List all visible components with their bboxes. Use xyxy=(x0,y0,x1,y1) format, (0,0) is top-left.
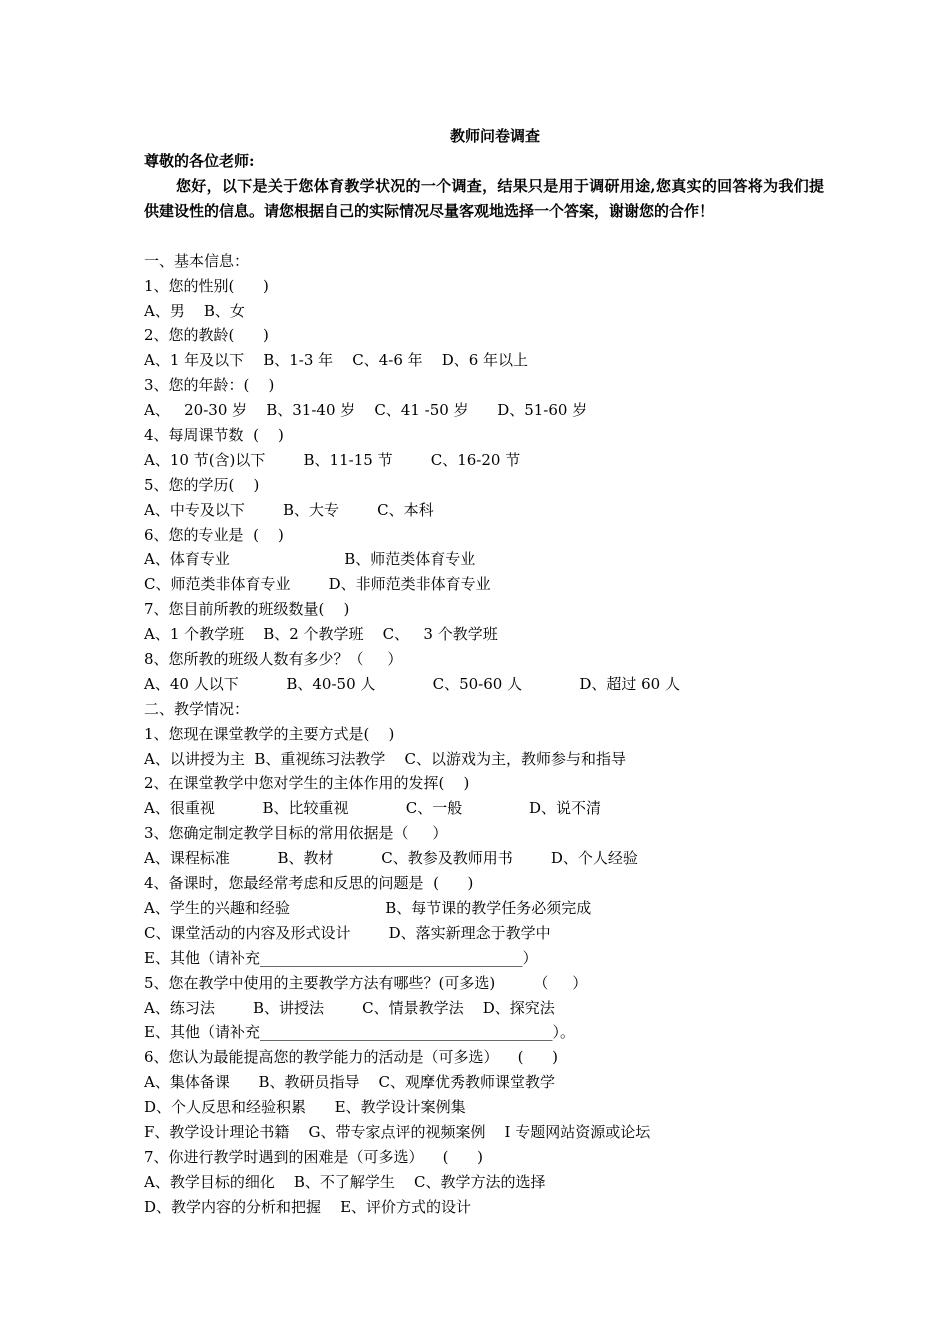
teaching-question-6: 6、您认为最能提高您的教学能力的活动是（可多选） ( ) xyxy=(144,1048,558,1067)
question-7-class-count: 7、您目前所教的班级数量( ) xyxy=(144,600,350,619)
teaching-question-1: 1、您现在课堂教学的主要方式是( ) xyxy=(144,724,395,743)
document-title: 教师问卷调查 xyxy=(449,127,540,145)
question-1-gender: 1、您的性别( ) xyxy=(144,276,269,295)
teaching-options-7b: D、教学内容的分析和把握 E、评价方式的设计 xyxy=(144,1197,472,1216)
teaching-question-2: 2、在课堂教学中您对学生的主体作用的发挥( ) xyxy=(144,774,470,793)
teaching-options-3: A、课程标准 B、教材 C、教参及教师用书 D、个人经验 xyxy=(144,849,638,868)
options-7: A、1 个教学班 B、2 个教学班 C、 3 个教学班 xyxy=(144,625,498,644)
options-6a: A、体育专业 B、师范类体育专业 xyxy=(144,550,476,569)
options-2: A、1 年及以下 B、1-3 年 C、4-6 年 D、6 年以上 xyxy=(144,351,529,370)
teaching-options-4-other: E、其他（请补充___________________________________） xyxy=(144,948,538,967)
question-4-weekly-classes: 4、每周课节数 ( ) xyxy=(144,426,284,445)
teaching-question-7: 7、你进行教学时遇到的困难是（可多选） ( ) xyxy=(144,1147,483,1166)
teaching-question-5: 5、您在教学中使用的主要教学方法有哪些？(可多选) （ ） xyxy=(144,973,588,992)
teaching-options-6a: A、集体备课 B、教研员指导 C、观摩优秀教师课堂教学 xyxy=(144,1073,556,1092)
teaching-options-6b: D、个人反思和经验积累 E、教学设计案例集 xyxy=(144,1098,466,1117)
teaching-options-2: A、很重视 B、比较重视 C、一般 D、说不清 xyxy=(144,799,602,818)
greeting: 尊敬的各位老师: xyxy=(144,151,255,170)
options-8: A、40 人以下 B、40-50 人 C、50-60 人 D、超过 60 人 xyxy=(144,674,680,693)
document-content xyxy=(144,124,824,1220)
options-3: A、 20-30 岁 B、31-40 岁 C、41 -50 岁 D、51-60 岁 xyxy=(144,401,588,420)
section-basic-info: 一、基本信息： xyxy=(144,251,250,270)
teaching-options-5: A、练习法 B、讲授法 C、情景教学法 D、探究法 xyxy=(144,998,555,1017)
intro-text: 您好，以下是关于您体育教学状况的一个调查，结果只是用于调研用途,您真实的回答将为我们提供建设性的信息。请您根据自己的实际情况尽量客观地选择一个答案，谢谢您的合作！ xyxy=(144,176,824,220)
options-4: A、10 节(含)以下 B、11-15 节 C、16-20 节 xyxy=(144,450,521,469)
teaching-options-7a: A、教学目标的细化 B、不了解学生 C、教学方法的选择 xyxy=(144,1172,546,1191)
teaching-options-4a: A、学生的兴趣和经验 B、每节课的教学任务必须完成 xyxy=(144,898,592,917)
teaching-options-4b: C、课堂活动的内容及形式设计 D、落实新理念于教学中 xyxy=(144,923,551,942)
teaching-question-4: 4、备课时，您最经常考虑和反思的问题是 ( ) xyxy=(144,874,474,893)
question-3-age: 3、您的年龄：( ) xyxy=(144,376,275,395)
options-6b: C、师范类非体育专业 D、非师范类非体育专业 xyxy=(144,575,491,594)
teaching-question-3: 3、您确定制定教学目标的常用依据是（ ） xyxy=(144,824,448,843)
intro-block xyxy=(144,174,824,249)
question-2-teaching-years: 2、您的教龄( ) xyxy=(144,326,269,345)
question-8-class-size: 8、您所教的班级人数有多少？（ ） xyxy=(144,650,403,669)
question-6-major: 6、您的专业是 ( ) xyxy=(144,525,284,544)
question-5-education: 5、您的学历( ) xyxy=(144,475,260,494)
options-5: A、中专及以下 B、大专 C、本科 xyxy=(144,500,434,519)
teaching-options-1: A、以讲授为主 B、重视练习法教学 C、以游戏为主，教师参与和指导 xyxy=(144,749,626,768)
section-teaching: 二、教学情况： xyxy=(144,699,250,718)
options-1: A、男 B、女 xyxy=(144,301,245,320)
teaching-options-5-other: E、其他（请补充_______________________________________）。 xyxy=(144,1023,575,1042)
teaching-options-6c: F、教学设计理论书籍 G、带专家点评的视频案例 I 专题网站资源或论坛 xyxy=(144,1122,651,1141)
